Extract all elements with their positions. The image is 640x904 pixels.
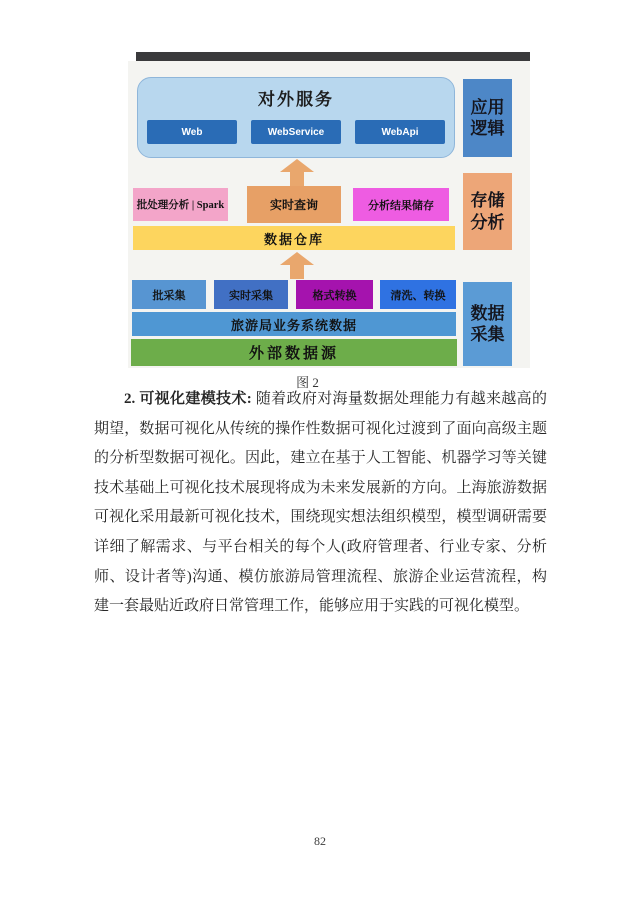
analysis-result-storage-box: 分析结果储存 bbox=[353, 188, 449, 221]
external-data-source-box: 外部数据源 bbox=[131, 339, 457, 366]
external-services-panel bbox=[137, 77, 455, 158]
batch-collect-box: 批采集 bbox=[132, 280, 206, 309]
format-convert-box: 格式转换 bbox=[296, 280, 373, 309]
data-collect-side-label bbox=[463, 282, 512, 366]
tourism-bureau-system-data-box: 旅游局业务系统数据 bbox=[132, 312, 456, 336]
service-buttons-row bbox=[147, 120, 445, 144]
batch-analysis-spark-box: 批处理分析 | Spark bbox=[133, 188, 228, 221]
storage-analysis-side-label bbox=[463, 173, 512, 250]
realtime-query-box: 实时查询 bbox=[247, 186, 341, 223]
up-arrow-warehouse-to-services bbox=[280, 159, 314, 186]
realtime-collect-box: 实时采集 bbox=[214, 280, 288, 309]
arrow-head bbox=[280, 159, 314, 172]
data-warehouse-box: 数据仓库 bbox=[133, 226, 455, 250]
app-logic-text: 应用逻辑 bbox=[470, 97, 505, 138]
webapi-box: WebApi bbox=[355, 120, 445, 144]
paragraph-lead: 2. 可视化建模技术: bbox=[124, 391, 256, 407]
paragraph-body: 随着政府对海量数据处理能力有越来越高的期望，数据可视化从传统的操作性数据可视化过渡到了面向高级主题的分析型数据可视化。因此，建立在基于人工智能、机器学习等关键技术基础上可视化技术展现将成为未来发展新的方向。上海旅游数据可视化采用最新可视化技术，围绕现实想法组织模型，模型调研需要详细了解需求、与平台相关的每个人(政府管理者、行业专家、分析师、设计者等)沟通、模仿旅游局管理流程、旅游企业运营流程，构建一套最贴近政府日常管理工作，能够应用于实践的可视化模型。 bbox=[94, 391, 547, 615]
arrow-stem bbox=[290, 172, 304, 186]
data-collect-text: 数据采集 bbox=[470, 303, 505, 344]
body-paragraph bbox=[94, 385, 547, 622]
figure-top-border bbox=[136, 52, 530, 61]
storage-analysis-text: 存储分析 bbox=[470, 191, 505, 232]
web-box: Web bbox=[147, 120, 237, 144]
clean-convert-box: 清洗、转换 bbox=[380, 280, 456, 309]
figure-caption: 图 2 bbox=[296, 375, 319, 390]
page-number: 82 bbox=[314, 834, 326, 848]
external-services-title: 对外服务 bbox=[258, 90, 334, 109]
figure-canvas bbox=[128, 61, 530, 368]
arrow-stem bbox=[290, 265, 304, 279]
app-logic-side-label bbox=[463, 79, 512, 157]
up-arrow-collect-to-warehouse bbox=[280, 252, 314, 279]
webservice-box: WebService bbox=[251, 120, 341, 144]
figure-2-diagram bbox=[128, 52, 530, 368]
arrow-head bbox=[280, 252, 314, 265]
